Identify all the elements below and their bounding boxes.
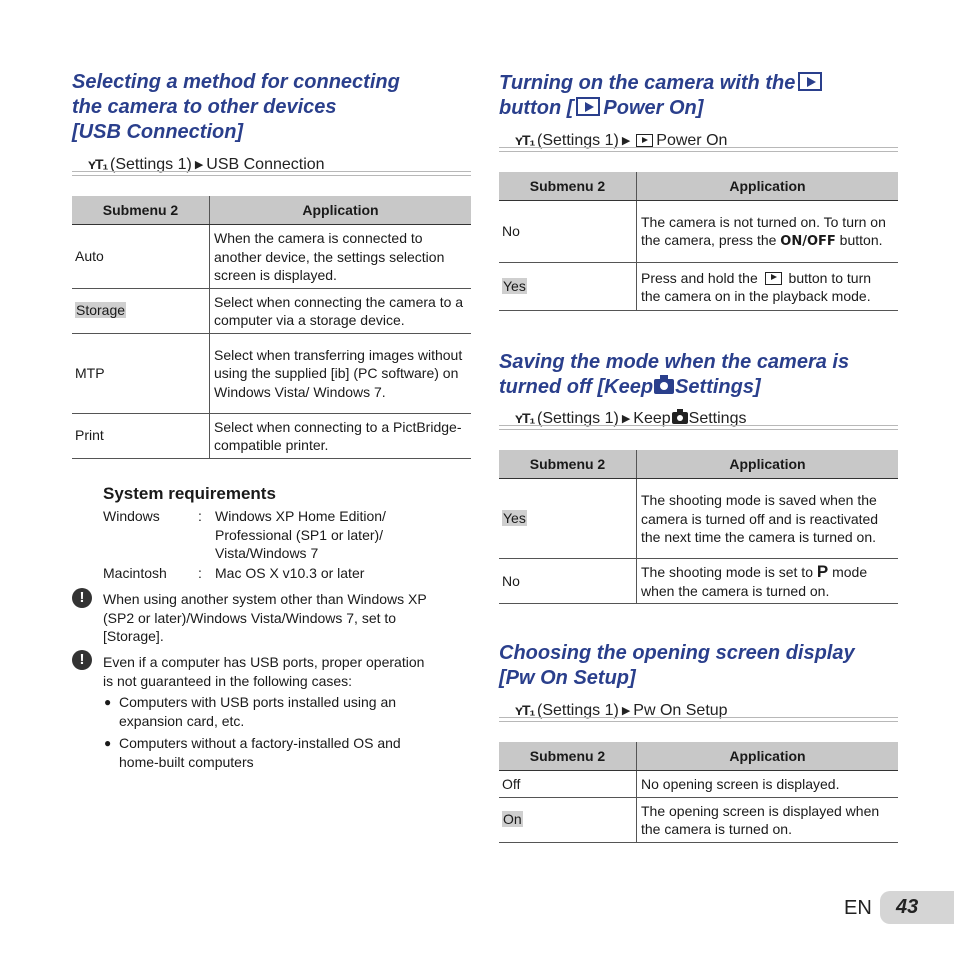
table-row (499, 263, 898, 311)
playback-button-icon (576, 97, 600, 116)
right-triangle-icon: ▶ (621, 413, 631, 425)
table-row (499, 797, 898, 842)
right-triangle-icon: ▶ (194, 159, 204, 171)
submenu-cell (499, 479, 637, 559)
path-settings: (Settings 1) (110, 156, 192, 173)
table-header-row (499, 450, 898, 479)
submenu-cell: Off (499, 771, 637, 798)
submenu-cell: Auto (72, 225, 210, 289)
column-header: Application (637, 450, 899, 479)
power-on-heading: Turning on the camera with the button [ Power On] (499, 71, 825, 121)
settings-1-icon: ʏT₁ (515, 702, 535, 718)
table-row (72, 333, 471, 413)
language-label: EN (844, 897, 872, 919)
table-row (72, 288, 471, 333)
submenu-cell: No (499, 559, 637, 604)
column-header: Application (637, 172, 899, 201)
table-row (72, 413, 471, 458)
highlighted-option: Yes (503, 510, 526, 527)
highlighted-option: Storage (76, 302, 126, 319)
application-cell: The shooting mode is saved when the camera is turned off and is reactivated the next time the camera is turned on. (637, 479, 899, 559)
camera-icon (654, 379, 674, 394)
application-cell: Select when connecting to a PictBridge-compatible printer. (210, 413, 472, 458)
submenu-cell: No (499, 201, 637, 263)
application-cell: Select when transferring images without using the supplied [ib] (PC software) on Windows Vista/ Windows 7. (210, 333, 472, 413)
table-row (499, 479, 898, 559)
left-column (72, 0, 471, 954)
pw-on-setup-table (499, 742, 898, 843)
table-header-row (72, 196, 471, 225)
highlighted-option: Yes (503, 278, 526, 295)
caution-note: When using another system other than Windows XP (SP2 or later)/Windows Vista/Windows 7, set to [Storage]. (103, 591, 427, 644)
power-on-menu-path: ʏT₁ (Settings 1) ▶ Power On (499, 130, 898, 154)
application-cell: The shooting mode is set to P mode when the camera is turned on. (637, 559, 899, 604)
system-requirements-title: System requirements (103, 484, 276, 503)
bullet-dot: ● (104, 695, 112, 709)
program-mode-icon: P (816, 562, 829, 581)
caution-icon: ! (72, 588, 92, 608)
pw-on-setup-heading: Choosing the opening screen display [Pw On Setup] (499, 642, 855, 689)
table-header-row (499, 742, 898, 771)
table-row (72, 225, 471, 289)
path-target: USB Connection (206, 156, 325, 173)
bullet-dot: ● (104, 736, 112, 750)
bullet-item: Computers with USB ports installed using an expansion card, etc. (119, 694, 397, 729)
column-header: Application (210, 196, 472, 225)
submenu-cell (72, 288, 210, 333)
pw-on-setup-menu-path: ʏT₁ (Settings 1) ▶ Pw On Setup (499, 700, 898, 724)
keep-settings-heading: Saving the mode when the camera is turned off [Keep Settings] (499, 351, 850, 398)
sysreq-sep: : (198, 565, 202, 581)
playback-button-icon (636, 134, 653, 147)
column-header: Submenu 2 (499, 742, 637, 771)
keep-settings-menu-path: ʏT₁ (Settings 1) ▶ Keep Settings (499, 408, 898, 432)
highlighted-option: On (503, 811, 522, 828)
heading-line: Selecting a method for connecting (72, 71, 400, 93)
playback-button-icon (765, 272, 782, 285)
usb-menu-path (72, 154, 471, 178)
column-header: Submenu 2 (499, 172, 637, 201)
heading-line: the camera to other devices (72, 96, 337, 118)
submenu-cell: MTP (72, 333, 210, 413)
right-triangle-icon: ▶ (621, 135, 631, 147)
power-on-table (499, 172, 898, 311)
application-cell: No opening screen is displayed. (637, 771, 899, 798)
submenu-cell (499, 797, 637, 842)
column-header: Submenu 2 (499, 450, 637, 479)
heading-line: [USB Connection] (72, 121, 244, 143)
table-header-row (499, 172, 898, 201)
settings-1-icon: ʏT₁ (515, 132, 535, 148)
right-column (499, 0, 898, 954)
sysreq-os: Macintosh (103, 565, 167, 581)
bullet-item: Computers without a factory-installed OS and home-built computers (119, 735, 401, 770)
settings-1-icon: ʏT₁ (515, 410, 535, 426)
keep-settings-table (499, 450, 898, 604)
sysreq-value: Mac OS X v10.3 or later (215, 565, 365, 581)
page-number: 43 (880, 891, 954, 924)
column-header: Submenu 2 (72, 196, 210, 225)
caution-note: Even if a computer has USB ports, proper operation is not guaranteed in the following cases: (103, 654, 425, 689)
application-cell: Press and hold the button to turn the camera on in the playback mode. (637, 263, 899, 311)
sysreq-os: Windows (103, 508, 160, 524)
application-cell: When the camera is connected to another device, the settings selection screen is displayed. (210, 225, 472, 289)
sysreq-value: Windows XP Home Edition/ Professional (SP1 or later)/ Vista/Windows 7 (215, 508, 386, 561)
submenu-cell (499, 263, 637, 311)
usb-connection-table (72, 196, 471, 459)
column-header: Application (637, 742, 899, 771)
application-cell: Select when connecting the camera to a computer via a storage device. (210, 288, 472, 333)
caution-icon: ! (72, 650, 92, 670)
camera-icon (672, 412, 688, 424)
playback-button-icon (798, 72, 822, 91)
on-off-button-label: ON/OFF (780, 234, 836, 249)
application-cell: The opening screen is displayed when the camera is turned on. (637, 797, 899, 842)
table-row (499, 559, 898, 604)
application-cell: The camera is not turned on. To turn on the camera, press the ON/OFF button. (637, 201, 899, 263)
settings-1-icon: ʏT₁ (88, 156, 108, 172)
sysreq-sep: : (198, 508, 202, 524)
table-row (499, 771, 898, 798)
table-row (499, 201, 898, 263)
usb-connection-heading (72, 70, 400, 145)
submenu-cell: Print (72, 413, 210, 458)
right-triangle-icon: ▶ (621, 705, 631, 717)
